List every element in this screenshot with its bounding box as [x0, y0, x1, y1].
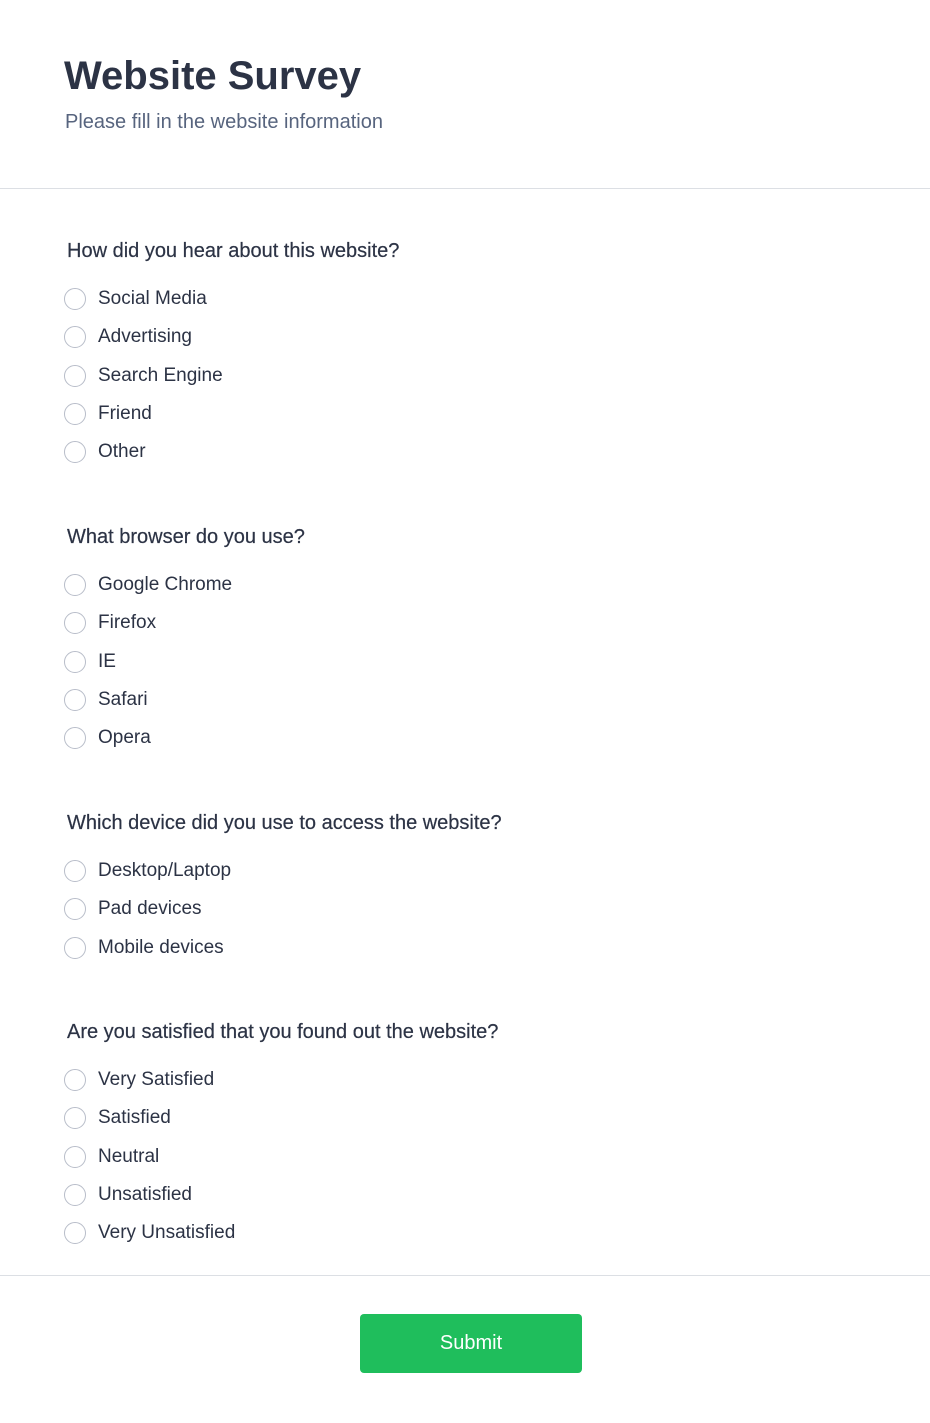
radio-option-satisfied[interactable]	[64, 1099, 867, 1137]
radio-option-label: Firefox	[98, 612, 157, 634]
radio-group	[67, 566, 867, 757]
radio-option-label: Safari	[98, 688, 148, 710]
radio-option-desktop-laptop[interactable]	[64, 852, 867, 890]
submit-button[interactable]: Submit	[360, 1314, 582, 1373]
radio-button[interactable]	[64, 612, 86, 634]
form-footer	[0, 1275, 930, 1423]
radio-option-label: Advertising	[98, 326, 192, 348]
radio-option-google-chrome[interactable]	[64, 566, 867, 604]
radio-button[interactable]	[64, 1146, 86, 1168]
radio-option-label: IE	[98, 650, 116, 672]
radio-button[interactable]	[64, 574, 86, 596]
question-label: What browser do you use?	[67, 526, 305, 548]
radio-option-label: Friend	[98, 402, 152, 424]
question-browser	[67, 525, 867, 757]
radio-option-label: Google Chrome	[98, 574, 233, 596]
radio-option-label: Social Media	[98, 288, 207, 310]
radio-button[interactable]	[64, 651, 86, 673]
radio-option-label: Unsatisfied	[98, 1183, 192, 1205]
radio-option-neutral[interactable]	[64, 1138, 867, 1176]
radio-button[interactable]	[64, 365, 86, 387]
radio-option-label: Very Unsatisfied	[98, 1222, 236, 1244]
radio-group	[67, 280, 867, 471]
radio-button[interactable]	[64, 441, 86, 463]
radio-option-mobile-devices[interactable]	[64, 929, 867, 967]
radio-option-label: Satisfied	[98, 1107, 171, 1129]
page-title: Website Survey	[64, 54, 362, 98]
radio-option-label: Neutral	[98, 1145, 160, 1167]
radio-option-label: Mobile devices	[98, 936, 224, 958]
radio-button[interactable]	[64, 1222, 86, 1244]
radio-button[interactable]	[64, 860, 86, 882]
radio-option-pad-devices[interactable]	[64, 890, 867, 928]
radio-option-label: Opera	[98, 727, 151, 749]
radio-option-label: Search Engine	[98, 364, 223, 386]
radio-button[interactable]	[64, 937, 86, 959]
radio-option-opera[interactable]	[64, 719, 867, 757]
radio-option-label: Other	[98, 441, 146, 463]
radio-button[interactable]	[64, 288, 86, 310]
question-label: Are you satisfied that you found out the website?	[67, 1021, 499, 1043]
question-satisfaction	[67, 1020, 867, 1252]
form-header	[0, 0, 930, 189]
radio-option-label: Very Satisfied	[98, 1069, 215, 1091]
radio-option-search-engine[interactable]	[64, 357, 867, 395]
radio-option-very-satisfied[interactable]	[64, 1061, 867, 1099]
radio-group	[67, 1061, 867, 1252]
radio-option-friend[interactable]	[64, 395, 867, 433]
radio-button[interactable]	[64, 898, 86, 920]
radio-button[interactable]	[64, 727, 86, 749]
radio-option-ie[interactable]	[64, 643, 867, 681]
radio-option-very-unsatisfied[interactable]	[64, 1214, 867, 1252]
radio-group	[67, 852, 867, 967]
radio-button[interactable]	[64, 326, 86, 348]
radio-button[interactable]	[64, 403, 86, 425]
page-subtitle: Please fill in the website information	[65, 111, 383, 133]
radio-option-social-media[interactable]	[64, 280, 867, 318]
question-hear-about	[67, 239, 867, 471]
question-device	[67, 811, 867, 967]
radio-option-label: Pad devices	[98, 898, 202, 920]
question-label: How did you hear about this website?	[67, 240, 400, 262]
radio-option-firefox[interactable]	[64, 604, 867, 642]
question-label: Which device did you use to access the website?	[67, 812, 502, 834]
radio-option-label: Desktop/Laptop	[98, 860, 232, 882]
radio-button[interactable]	[64, 689, 86, 711]
radio-option-other[interactable]	[64, 433, 867, 471]
radio-option-unsatisfied[interactable]	[64, 1176, 867, 1214]
radio-button[interactable]	[64, 1184, 86, 1206]
radio-button[interactable]	[64, 1107, 86, 1129]
radio-button[interactable]	[64, 1069, 86, 1091]
radio-option-safari[interactable]	[64, 681, 867, 719]
radio-option-advertising[interactable]	[64, 318, 867, 356]
